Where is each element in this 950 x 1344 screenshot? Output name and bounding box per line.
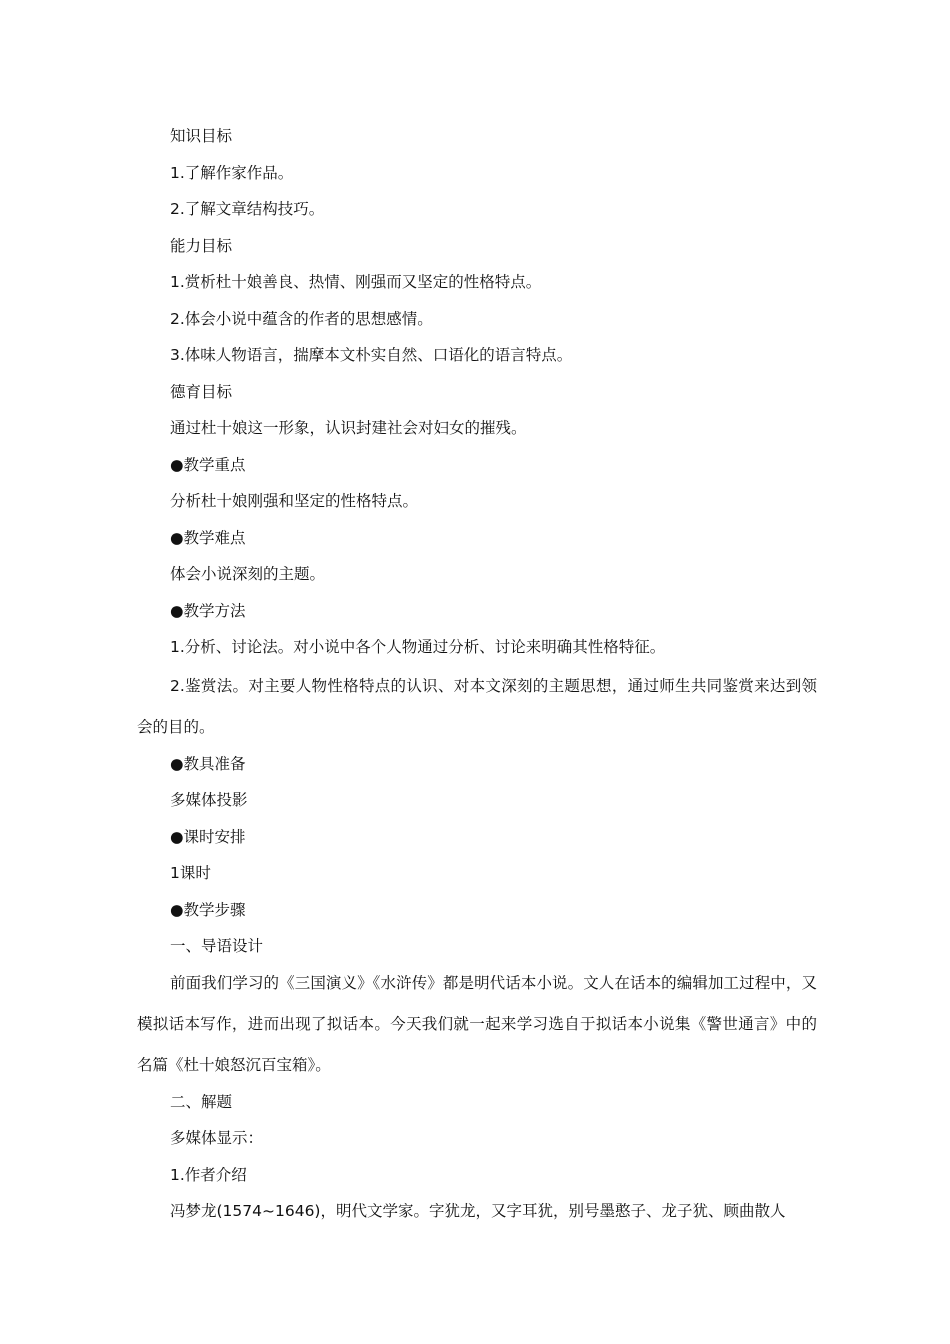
heading-teaching-tools: ●教具准备 <box>170 754 246 773</box>
paragraph: 3.体味人物语言，揣摩本文朴实自然、口语化的语言特点。 <box>170 346 573 364</box>
paragraph: 前面我们学习的《三国演义》《水浒传》都是明代话本小说。文人在话本的编辑加工过程中，又模拟话本写作，进而出现了拟话本。今天我们就一起来学习选自于拟话本小说集《警世通言》中的名篇《杜十娘怒沉百宝箱》。 <box>137 973 817 1074</box>
heading-teaching-method: ●教学方法 <box>170 601 246 620</box>
paragraph: 2.了解文章结构技巧。 <box>170 200 325 218</box>
heading-class-hours: ●课时安排 <box>170 827 246 846</box>
paragraph: 体会小说深刻的主题。 <box>170 565 326 583</box>
paragraph: 1.分析、讨论法。对小说中各个人物通过分析、讨论来明确其性格特征。 <box>170 638 666 656</box>
paragraph: 通过杜十娘这一形象，认识封建社会对妇女的摧残。 <box>170 419 527 437</box>
paragraph: 1课时 <box>170 864 211 882</box>
heading-knowledge-goals: 知识目标 <box>170 127 233 145</box>
paragraph: 1.赏析杜十娘善良、热情、刚强而又坚定的性格特点。 <box>170 273 542 291</box>
paragraph: 2.体会小说中蕴含的作者的思想感情。 <box>170 309 433 328</box>
heading-ability-goals: 能力目标 <box>170 236 233 255</box>
heading-author-intro: 1.作者介绍 <box>170 1165 247 1184</box>
paragraph: 1.了解作家作品。 <box>170 163 294 182</box>
heading-teaching-focus: ●教学重点 <box>170 455 246 474</box>
paragraph: 多媒体投影 <box>170 791 248 809</box>
heading-introduction: 一、导语设计 <box>170 937 264 955</box>
paragraph: 分析杜十娘刚强和坚定的性格特点。 <box>170 492 419 510</box>
heading-title-explanation: 二、解题 <box>170 1092 233 1111</box>
paragraph: 2.鉴赏法。对主要人物性格特点的认识、对本文深刻的主题思想，通过师生共同鉴赏来达到领会的目的。 <box>137 676 817 736</box>
heading-moral-goals: 德育目标 <box>170 382 233 401</box>
heading-teaching-steps: ●教学步骤 <box>170 900 246 919</box>
paragraph: 多媒体显示： <box>170 1129 264 1147</box>
heading-teaching-difficulty: ●教学难点 <box>170 528 246 547</box>
paragraph: 冯梦龙(1574~1646)，明代文学家。字犹龙，又字耳犹，别号墨憨子、龙子犹、顾曲散人 <box>170 1202 786 1220</box>
document-body <box>137 124 817 1236</box>
